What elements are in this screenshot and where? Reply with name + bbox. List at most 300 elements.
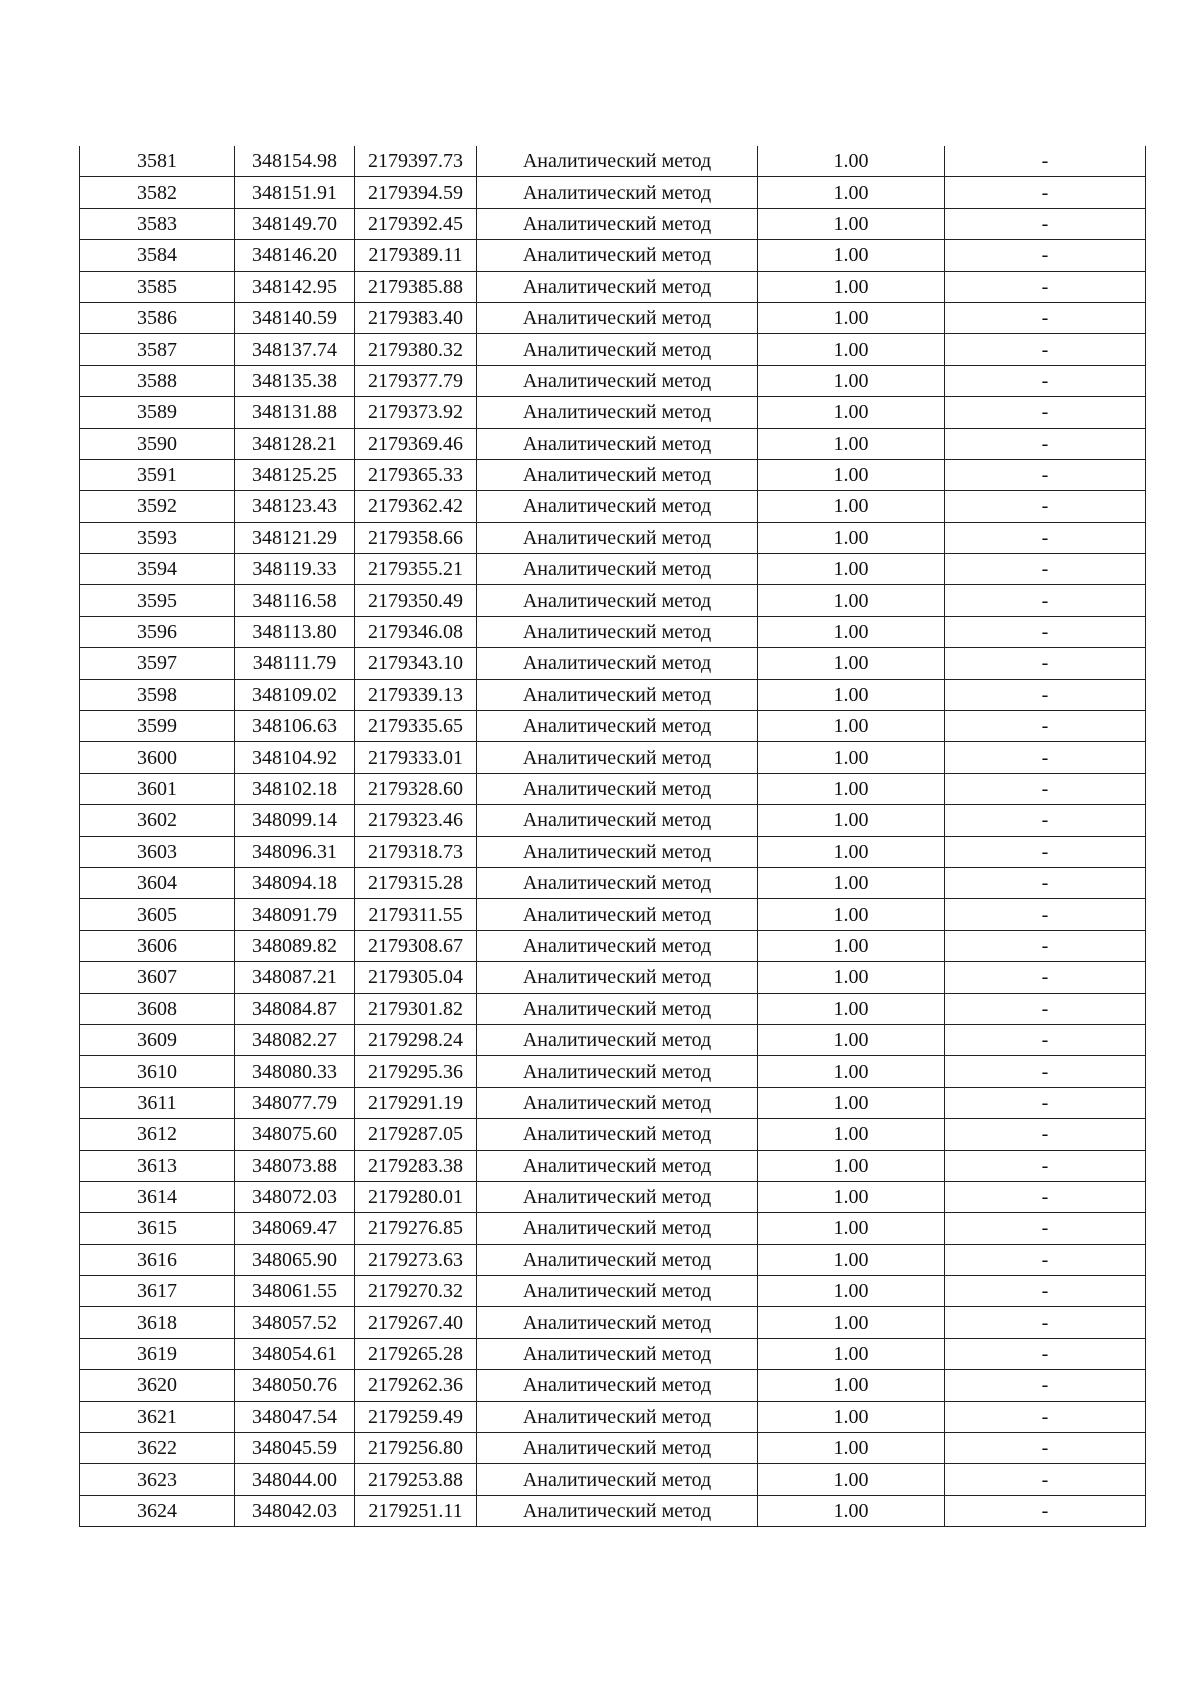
note-cell: - xyxy=(945,334,1146,365)
table-row xyxy=(80,1119,1146,1150)
note-cell: - xyxy=(945,365,1146,396)
table-body xyxy=(80,146,1146,1527)
x-coordinate-cell: 348050.76 xyxy=(235,1370,355,1401)
method-cell: Аналитический метод xyxy=(477,930,758,961)
accuracy-cell: 1.00 xyxy=(758,742,945,773)
accuracy-cell: 1.00 xyxy=(758,585,945,616)
point-number-cell: 3614 xyxy=(80,1181,235,1212)
x-coordinate-cell: 348104.92 xyxy=(235,742,355,773)
table-row xyxy=(80,146,1146,177)
method-cell: Аналитический метод xyxy=(477,1401,758,1432)
method-cell: Аналитический метод xyxy=(477,1307,758,1338)
y-coordinate-cell: 2179328.60 xyxy=(355,773,477,804)
x-coordinate-cell: 348044.00 xyxy=(235,1464,355,1495)
y-coordinate-cell: 2179311.55 xyxy=(355,899,477,930)
point-number-cell: 3619 xyxy=(80,1338,235,1369)
note-cell: - xyxy=(945,930,1146,961)
note-cell: - xyxy=(945,648,1146,679)
table-row xyxy=(80,930,1146,961)
note-cell: - xyxy=(945,742,1146,773)
table-row xyxy=(80,459,1146,490)
point-number-cell: 3585 xyxy=(80,271,235,302)
y-coordinate-cell: 2179397.73 xyxy=(355,146,477,177)
point-number-cell: 3613 xyxy=(80,1150,235,1181)
point-number-cell: 3606 xyxy=(80,930,235,961)
point-number-cell: 3593 xyxy=(80,522,235,553)
method-cell: Аналитический метод xyxy=(477,240,758,271)
table-row xyxy=(80,1150,1146,1181)
x-coordinate-cell: 348151.91 xyxy=(235,177,355,208)
method-cell: Аналитический метод xyxy=(477,1464,758,1495)
accuracy-cell: 1.00 xyxy=(758,302,945,333)
point-number-cell: 3609 xyxy=(80,1024,235,1055)
point-number-cell: 3589 xyxy=(80,397,235,428)
table-row xyxy=(80,271,1146,302)
note-cell: - xyxy=(945,428,1146,459)
table-row xyxy=(80,522,1146,553)
note-cell: - xyxy=(945,177,1146,208)
point-number-cell: 3592 xyxy=(80,491,235,522)
note-cell: - xyxy=(945,1276,1146,1307)
note-cell: - xyxy=(945,271,1146,302)
y-coordinate-cell: 2179262.36 xyxy=(355,1370,477,1401)
y-coordinate-cell: 2179259.49 xyxy=(355,1401,477,1432)
table-row xyxy=(80,1181,1146,1212)
accuracy-cell: 1.00 xyxy=(758,1276,945,1307)
y-coordinate-cell: 2179283.38 xyxy=(355,1150,477,1181)
method-cell: Аналитический метод xyxy=(477,1087,758,1118)
point-number-cell: 3623 xyxy=(80,1464,235,1495)
coordinates-table xyxy=(79,146,1146,1527)
y-coordinate-cell: 2179295.36 xyxy=(355,1056,477,1087)
accuracy-cell: 1.00 xyxy=(758,554,945,585)
x-coordinate-cell: 348125.25 xyxy=(235,459,355,490)
note-cell: - xyxy=(945,899,1146,930)
accuracy-cell: 1.00 xyxy=(758,648,945,679)
x-coordinate-cell: 348075.60 xyxy=(235,1119,355,1150)
accuracy-cell: 1.00 xyxy=(758,1024,945,1055)
accuracy-cell: 1.00 xyxy=(758,1244,945,1275)
point-number-cell: 3582 xyxy=(80,177,235,208)
point-number-cell: 3617 xyxy=(80,1276,235,1307)
x-coordinate-cell: 348109.02 xyxy=(235,679,355,710)
accuracy-cell: 1.00 xyxy=(758,1464,945,1495)
x-coordinate-cell: 348106.63 xyxy=(235,711,355,742)
y-coordinate-cell: 2179256.80 xyxy=(355,1433,477,1464)
accuracy-cell: 1.00 xyxy=(758,836,945,867)
x-coordinate-cell: 348111.79 xyxy=(235,648,355,679)
table-row xyxy=(80,491,1146,522)
table-row xyxy=(80,397,1146,428)
method-cell: Аналитический метод xyxy=(477,899,758,930)
point-number-cell: 3590 xyxy=(80,428,235,459)
note-cell: - xyxy=(945,1307,1146,1338)
note-cell: - xyxy=(945,397,1146,428)
table-row xyxy=(80,993,1146,1024)
x-coordinate-cell: 348061.55 xyxy=(235,1276,355,1307)
x-coordinate-cell: 348096.31 xyxy=(235,836,355,867)
note-cell: - xyxy=(945,679,1146,710)
accuracy-cell: 1.00 xyxy=(758,1401,945,1432)
point-number-cell: 3588 xyxy=(80,365,235,396)
note-cell: - xyxy=(945,1495,1146,1526)
point-number-cell: 3604 xyxy=(80,867,235,898)
y-coordinate-cell: 2179362.42 xyxy=(355,491,477,522)
note-cell: - xyxy=(945,302,1146,333)
table-row xyxy=(80,1024,1146,1055)
note-cell: - xyxy=(945,146,1146,177)
method-cell: Аналитический метод xyxy=(477,459,758,490)
point-number-cell: 3594 xyxy=(80,554,235,585)
table-row xyxy=(80,585,1146,616)
point-number-cell: 3583 xyxy=(80,208,235,239)
y-coordinate-cell: 2179287.05 xyxy=(355,1119,477,1150)
x-coordinate-cell: 348047.54 xyxy=(235,1401,355,1432)
point-number-cell: 3611 xyxy=(80,1087,235,1118)
x-coordinate-cell: 348042.03 xyxy=(235,1495,355,1526)
table-row xyxy=(80,836,1146,867)
accuracy-cell: 1.00 xyxy=(758,679,945,710)
point-number-cell: 3621 xyxy=(80,1401,235,1432)
accuracy-cell: 1.00 xyxy=(758,1119,945,1150)
x-coordinate-cell: 348146.20 xyxy=(235,240,355,271)
note-cell: - xyxy=(945,805,1146,836)
y-coordinate-cell: 2179383.40 xyxy=(355,302,477,333)
x-coordinate-cell: 348069.47 xyxy=(235,1213,355,1244)
y-coordinate-cell: 2179385.88 xyxy=(355,271,477,302)
table-row xyxy=(80,711,1146,742)
y-coordinate-cell: 2179280.01 xyxy=(355,1181,477,1212)
note-cell: - xyxy=(945,1244,1146,1275)
x-coordinate-cell: 348140.59 xyxy=(235,302,355,333)
accuracy-cell: 1.00 xyxy=(758,428,945,459)
x-coordinate-cell: 348065.90 xyxy=(235,1244,355,1275)
note-cell: - xyxy=(945,1370,1146,1401)
method-cell: Аналитический метод xyxy=(477,302,758,333)
table-row xyxy=(80,240,1146,271)
accuracy-cell: 1.00 xyxy=(758,1370,945,1401)
accuracy-cell: 1.00 xyxy=(758,1307,945,1338)
point-number-cell: 3601 xyxy=(80,773,235,804)
method-cell: Аналитический метод xyxy=(477,1024,758,1055)
accuracy-cell: 1.00 xyxy=(758,1213,945,1244)
accuracy-cell: 1.00 xyxy=(758,208,945,239)
x-coordinate-cell: 348057.52 xyxy=(235,1307,355,1338)
table-row xyxy=(80,648,1146,679)
accuracy-cell: 1.00 xyxy=(758,993,945,1024)
accuracy-cell: 1.00 xyxy=(758,334,945,365)
method-cell: Аналитический метод xyxy=(477,867,758,898)
x-coordinate-cell: 348102.18 xyxy=(235,773,355,804)
method-cell: Аналитический метод xyxy=(477,805,758,836)
point-number-cell: 3598 xyxy=(80,679,235,710)
table-row xyxy=(80,805,1146,836)
point-number-cell: 3581 xyxy=(80,146,235,177)
note-cell: - xyxy=(945,1401,1146,1432)
x-coordinate-cell: 348119.33 xyxy=(235,554,355,585)
accuracy-cell: 1.00 xyxy=(758,240,945,271)
point-number-cell: 3616 xyxy=(80,1244,235,1275)
y-coordinate-cell: 2179315.28 xyxy=(355,867,477,898)
accuracy-cell: 1.00 xyxy=(758,1495,945,1526)
method-cell: Аналитический метод xyxy=(477,271,758,302)
x-coordinate-cell: 348082.27 xyxy=(235,1024,355,1055)
y-coordinate-cell: 2179267.40 xyxy=(355,1307,477,1338)
y-coordinate-cell: 2179301.82 xyxy=(355,993,477,1024)
table-row xyxy=(80,1087,1146,1118)
table-row xyxy=(80,334,1146,365)
accuracy-cell: 1.00 xyxy=(758,711,945,742)
x-coordinate-cell: 348131.88 xyxy=(235,397,355,428)
point-number-cell: 3600 xyxy=(80,742,235,773)
y-coordinate-cell: 2179265.28 xyxy=(355,1338,477,1369)
x-coordinate-cell: 348154.98 xyxy=(235,146,355,177)
point-number-cell: 3584 xyxy=(80,240,235,271)
accuracy-cell: 1.00 xyxy=(758,522,945,553)
accuracy-cell: 1.00 xyxy=(758,1087,945,1118)
table-row xyxy=(80,1464,1146,1495)
table-row xyxy=(80,554,1146,585)
y-coordinate-cell: 2179377.79 xyxy=(355,365,477,396)
note-cell: - xyxy=(945,208,1146,239)
x-coordinate-cell: 348073.88 xyxy=(235,1150,355,1181)
y-coordinate-cell: 2179369.46 xyxy=(355,428,477,459)
table-row xyxy=(80,899,1146,930)
point-number-cell: 3591 xyxy=(80,459,235,490)
table-row xyxy=(80,962,1146,993)
note-cell: - xyxy=(945,491,1146,522)
table-row xyxy=(80,208,1146,239)
note-cell: - xyxy=(945,1119,1146,1150)
note-cell: - xyxy=(945,459,1146,490)
point-number-cell: 3603 xyxy=(80,836,235,867)
note-cell: - xyxy=(945,522,1146,553)
method-cell: Аналитический метод xyxy=(477,208,758,239)
y-coordinate-cell: 2179291.19 xyxy=(355,1087,477,1118)
note-cell: - xyxy=(945,993,1146,1024)
table-row xyxy=(80,773,1146,804)
accuracy-cell: 1.00 xyxy=(758,146,945,177)
y-coordinate-cell: 2179318.73 xyxy=(355,836,477,867)
table-row xyxy=(80,1244,1146,1275)
accuracy-cell: 1.00 xyxy=(758,867,945,898)
y-coordinate-cell: 2179365.33 xyxy=(355,459,477,490)
table-row xyxy=(80,365,1146,396)
x-coordinate-cell: 348072.03 xyxy=(235,1181,355,1212)
point-number-cell: 3620 xyxy=(80,1370,235,1401)
y-coordinate-cell: 2179392.45 xyxy=(355,208,477,239)
table-row xyxy=(80,616,1146,647)
method-cell: Аналитический метод xyxy=(477,397,758,428)
method-cell: Аналитический метод xyxy=(477,365,758,396)
method-cell: Аналитический метод xyxy=(477,1213,758,1244)
note-cell: - xyxy=(945,1338,1146,1369)
y-coordinate-cell: 2179389.11 xyxy=(355,240,477,271)
x-coordinate-cell: 348121.29 xyxy=(235,522,355,553)
method-cell: Аналитический метод xyxy=(477,177,758,208)
x-coordinate-cell: 348123.43 xyxy=(235,491,355,522)
method-cell: Аналитический метод xyxy=(477,1119,758,1150)
accuracy-cell: 1.00 xyxy=(758,1150,945,1181)
table-row xyxy=(80,177,1146,208)
note-cell: - xyxy=(945,1087,1146,1118)
method-cell: Аналитический метод xyxy=(477,711,758,742)
y-coordinate-cell: 2179373.92 xyxy=(355,397,477,428)
point-number-cell: 3622 xyxy=(80,1433,235,1464)
table-row xyxy=(80,867,1146,898)
method-cell: Аналитический метод xyxy=(477,993,758,1024)
accuracy-cell: 1.00 xyxy=(758,805,945,836)
y-coordinate-cell: 2179276.85 xyxy=(355,1213,477,1244)
method-cell: Аналитический метод xyxy=(477,1370,758,1401)
point-number-cell: 3624 xyxy=(80,1495,235,1526)
method-cell: Аналитический метод xyxy=(477,648,758,679)
note-cell: - xyxy=(945,1056,1146,1087)
method-cell: Аналитический метод xyxy=(477,616,758,647)
table-row xyxy=(80,1370,1146,1401)
y-coordinate-cell: 2179355.21 xyxy=(355,554,477,585)
y-coordinate-cell: 2179346.08 xyxy=(355,616,477,647)
note-cell: - xyxy=(945,1464,1146,1495)
accuracy-cell: 1.00 xyxy=(758,773,945,804)
y-coordinate-cell: 2179339.13 xyxy=(355,679,477,710)
y-coordinate-cell: 2179333.01 xyxy=(355,742,477,773)
x-coordinate-cell: 348137.74 xyxy=(235,334,355,365)
table-row xyxy=(80,302,1146,333)
point-number-cell: 3612 xyxy=(80,1119,235,1150)
table-row xyxy=(80,742,1146,773)
point-number-cell: 3602 xyxy=(80,805,235,836)
table-row xyxy=(80,1276,1146,1307)
method-cell: Аналитический метод xyxy=(477,1433,758,1464)
note-cell: - xyxy=(945,836,1146,867)
note-cell: - xyxy=(945,711,1146,742)
note-cell: - xyxy=(945,867,1146,898)
table-row xyxy=(80,1213,1146,1244)
accuracy-cell: 1.00 xyxy=(758,1056,945,1087)
method-cell: Аналитический метод xyxy=(477,522,758,553)
method-cell: Аналитический метод xyxy=(477,679,758,710)
accuracy-cell: 1.00 xyxy=(758,491,945,522)
method-cell: Аналитический метод xyxy=(477,1495,758,1526)
y-coordinate-cell: 2179323.46 xyxy=(355,805,477,836)
point-number-cell: 3587 xyxy=(80,334,235,365)
accuracy-cell: 1.00 xyxy=(758,397,945,428)
y-coordinate-cell: 2179251.11 xyxy=(355,1495,477,1526)
method-cell: Аналитический метод xyxy=(477,334,758,365)
y-coordinate-cell: 2179380.32 xyxy=(355,334,477,365)
accuracy-cell: 1.00 xyxy=(758,616,945,647)
point-number-cell: 3599 xyxy=(80,711,235,742)
x-coordinate-cell: 348091.79 xyxy=(235,899,355,930)
y-coordinate-cell: 2179273.63 xyxy=(355,1244,477,1275)
accuracy-cell: 1.00 xyxy=(758,271,945,302)
method-cell: Аналитический метод xyxy=(477,585,758,616)
method-cell: Аналитический метод xyxy=(477,146,758,177)
note-cell: - xyxy=(945,616,1146,647)
x-coordinate-cell: 348080.33 xyxy=(235,1056,355,1087)
y-coordinate-cell: 2179305.04 xyxy=(355,962,477,993)
accuracy-cell: 1.00 xyxy=(758,1433,945,1464)
accuracy-cell: 1.00 xyxy=(758,962,945,993)
accuracy-cell: 1.00 xyxy=(758,899,945,930)
x-coordinate-cell: 348094.18 xyxy=(235,867,355,898)
note-cell: - xyxy=(945,585,1146,616)
note-cell: - xyxy=(945,1150,1146,1181)
accuracy-cell: 1.00 xyxy=(758,459,945,490)
note-cell: - xyxy=(945,962,1146,993)
accuracy-cell: 1.00 xyxy=(758,1181,945,1212)
point-number-cell: 3618 xyxy=(80,1307,235,1338)
x-coordinate-cell: 348128.21 xyxy=(235,428,355,459)
method-cell: Аналитический метод xyxy=(477,1244,758,1275)
point-number-cell: 3607 xyxy=(80,962,235,993)
method-cell: Аналитический метод xyxy=(477,1150,758,1181)
method-cell: Аналитический метод xyxy=(477,491,758,522)
y-coordinate-cell: 2179308.67 xyxy=(355,930,477,961)
x-coordinate-cell: 348149.70 xyxy=(235,208,355,239)
y-coordinate-cell: 2179253.88 xyxy=(355,1464,477,1495)
method-cell: Аналитический метод xyxy=(477,554,758,585)
table-row xyxy=(80,1056,1146,1087)
point-number-cell: 3586 xyxy=(80,302,235,333)
point-number-cell: 3597 xyxy=(80,648,235,679)
x-coordinate-cell: 348077.79 xyxy=(235,1087,355,1118)
table-row xyxy=(80,1433,1146,1464)
y-coordinate-cell: 2179358.66 xyxy=(355,522,477,553)
point-number-cell: 3596 xyxy=(80,616,235,647)
method-cell: Аналитический метод xyxy=(477,742,758,773)
accuracy-cell: 1.00 xyxy=(758,930,945,961)
method-cell: Аналитический метод xyxy=(477,962,758,993)
y-coordinate-cell: 2179298.24 xyxy=(355,1024,477,1055)
note-cell: - xyxy=(945,773,1146,804)
table-row xyxy=(80,1307,1146,1338)
point-number-cell: 3608 xyxy=(80,993,235,1024)
table-row xyxy=(80,428,1146,459)
x-coordinate-cell: 348089.82 xyxy=(235,930,355,961)
table-row xyxy=(80,679,1146,710)
x-coordinate-cell: 348087.21 xyxy=(235,962,355,993)
x-coordinate-cell: 348045.59 xyxy=(235,1433,355,1464)
x-coordinate-cell: 348142.95 xyxy=(235,271,355,302)
y-coordinate-cell: 2179343.10 xyxy=(355,648,477,679)
method-cell: Аналитический метод xyxy=(477,1181,758,1212)
x-coordinate-cell: 348116.58 xyxy=(235,585,355,616)
method-cell: Аналитический метод xyxy=(477,428,758,459)
table-row xyxy=(80,1338,1146,1369)
table-row xyxy=(80,1495,1146,1526)
point-number-cell: 3595 xyxy=(80,585,235,616)
x-coordinate-cell: 348113.80 xyxy=(235,616,355,647)
y-coordinate-cell: 2179350.49 xyxy=(355,585,477,616)
y-coordinate-cell: 2179270.32 xyxy=(355,1276,477,1307)
table-row xyxy=(80,1401,1146,1432)
method-cell: Аналитический метод xyxy=(477,773,758,804)
x-coordinate-cell: 348135.38 xyxy=(235,365,355,396)
accuracy-cell: 1.00 xyxy=(758,1338,945,1369)
note-cell: - xyxy=(945,1433,1146,1464)
note-cell: - xyxy=(945,1181,1146,1212)
method-cell: Аналитический метод xyxy=(477,1338,758,1369)
point-number-cell: 3610 xyxy=(80,1056,235,1087)
method-cell: Аналитический метод xyxy=(477,836,758,867)
note-cell: - xyxy=(945,1213,1146,1244)
accuracy-cell: 1.00 xyxy=(758,177,945,208)
note-cell: - xyxy=(945,554,1146,585)
note-cell: - xyxy=(945,240,1146,271)
accuracy-cell: 1.00 xyxy=(758,365,945,396)
